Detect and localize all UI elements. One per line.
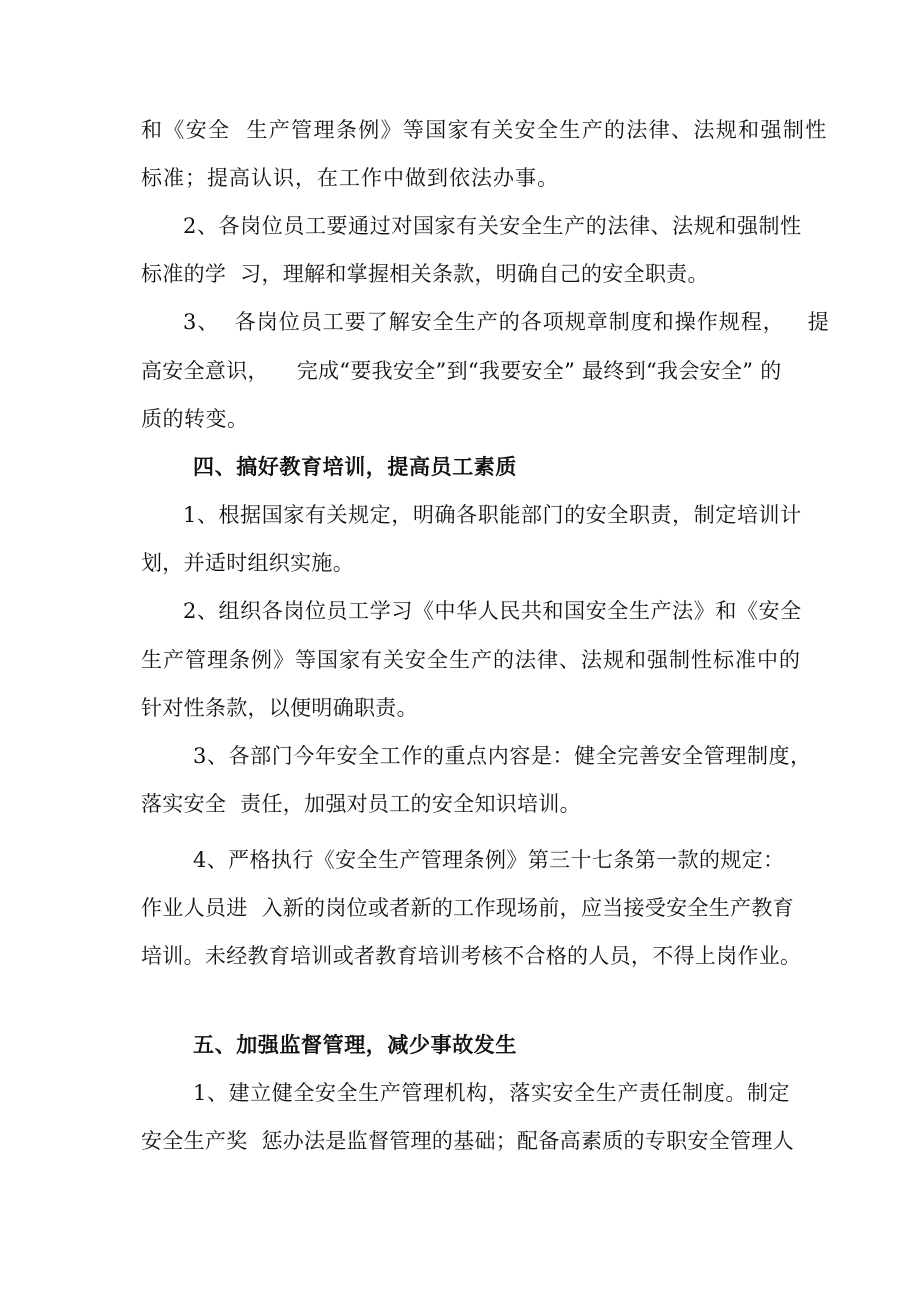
text-line: 划，并适时组织实施。 bbox=[141, 551, 354, 575]
text-line: 针对性条款，以便明确职责。 bbox=[141, 696, 418, 720]
text-line: 标准；提高认识，在工作中做到依法办事。 bbox=[141, 166, 559, 190]
text-line: 生产管理条例》等国家有关安全生产的法律、法规和强制性标准中的 bbox=[141, 648, 801, 672]
text-line: 高安全意识， 完成“要我安全”到“我要安全” 最终到“我会安全” 的 bbox=[141, 359, 782, 383]
text-line: 质的转变。 bbox=[141, 407, 249, 431]
text-line: 1、根据国家有关规定，明确各职能部门的安全职责，制定培训计 bbox=[183, 503, 802, 527]
text-line: 标准的学 习，理解和掌握相关条款，明确自己的安全职责。 bbox=[141, 262, 709, 286]
text-line: 和《安全 生产管理条例》等国家有关安全生产的法律、法规和强制性 bbox=[141, 118, 828, 142]
section-heading: 五、加强监督管理，减少事故发生 bbox=[193, 1032, 517, 1057]
section-heading: 四、搞好教育培训，提高员工素质 bbox=[193, 454, 517, 479]
text-line: 3、各部门今年安全工作的重点内容是：健全完善安全管理制度， bbox=[193, 744, 812, 768]
text-line: 4、严格执行《安全生产管理条例》第三十七条第一款的规定： bbox=[193, 848, 785, 872]
text-line: 作业人员进 入新的岗位或者新的工作现场前，应当接受安全生产教育 bbox=[141, 896, 794, 920]
text-line: 3、 各岗位员工要了解安全生产的各项规章制度和操作规程， 提 bbox=[183, 310, 830, 334]
text-line: 1、建立健全安全生产管理机构，落实安全生产责任制度。制定 bbox=[193, 1081, 791, 1105]
text-line: 安全生产奖 惩办法是监督管理的基础；配备高素质的专职安全管理人 bbox=[141, 1129, 794, 1153]
text-line: 培训。未经教育培训或者教育培训考核不合格的人员，不得上岗作业。 bbox=[141, 944, 802, 968]
text-line: 2、组织各岗位员工学习《中华人民共和国安全生产法》和《安全 bbox=[183, 599, 802, 623]
text-line: 2、各岗位员工要通过对国家有关安全生产的法律、法规和强制性 bbox=[183, 214, 802, 238]
text-line: 落实安全 责任，加强对员工的安全知识培训。 bbox=[141, 792, 581, 816]
